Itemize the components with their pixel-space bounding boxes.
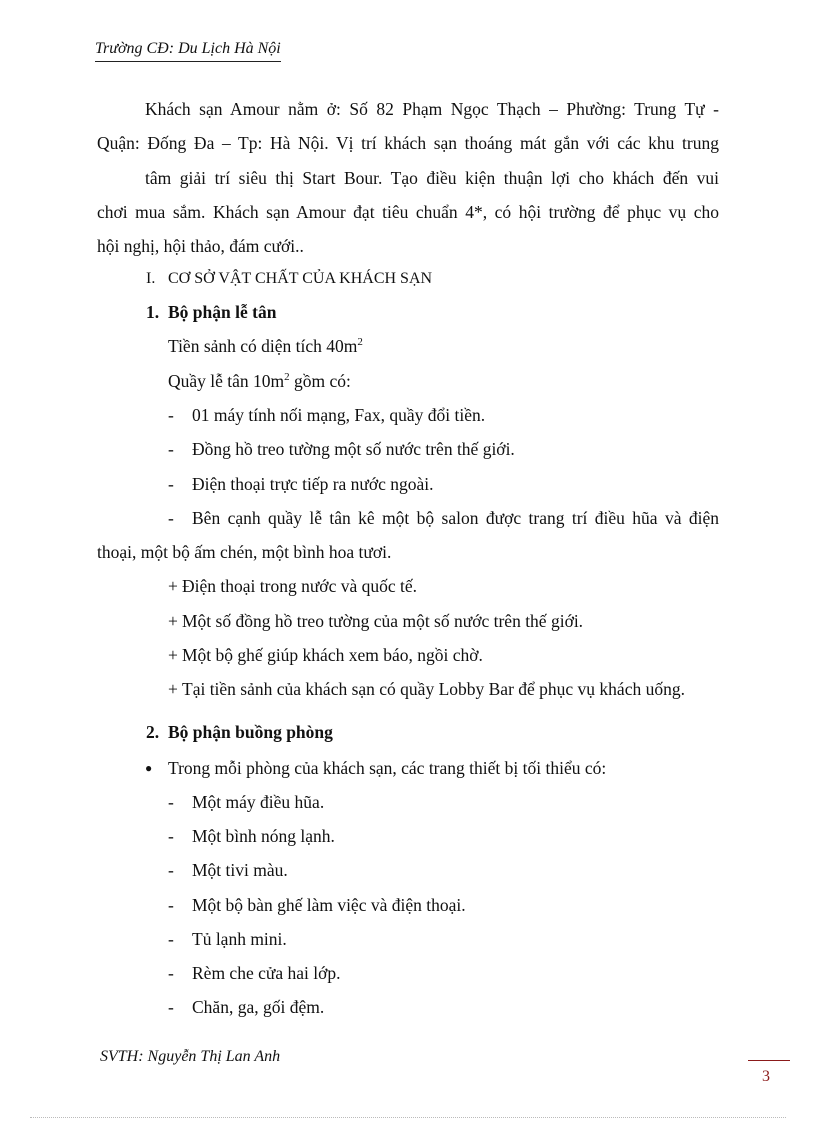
page-bottom-divider [30, 1117, 786, 1118]
intro-line: hội nghị, hội thảo, đám cưới.. [97, 236, 304, 256]
list-item: Trong mỗi phòng của khách sạn, các trang thiết bị tối thiểu có: [168, 758, 607, 778]
page-header: Trường CĐ: Du Lịch Hà Nội [95, 40, 281, 62]
lobby-area: Tiền sảnh có diện tích $40m^2$ [168, 336, 363, 356]
dash-icon: - [168, 474, 174, 494]
section-number: I. [146, 270, 156, 287]
intro-line: tâm giải trí siêu thị Start Bour. Tạo điều kiện thuận lợi cho khách đến vui [145, 168, 719, 188]
list-item: Một tivi màu. [192, 860, 288, 880]
dash-icon: - [168, 826, 174, 846]
dash-icon: - [168, 860, 174, 880]
list-item: Một bình nóng lạnh. [192, 826, 335, 846]
dash-icon: - [168, 895, 174, 915]
plus-icon: + [168, 576, 178, 596]
dash-icon: - [168, 963, 174, 983]
list-item: Một bộ bàn ghế làm việc và điện thoại. [192, 895, 466, 915]
bullet-icon: ● [145, 761, 153, 775]
plus-icon: + [168, 611, 178, 631]
list-item: Điện thoại trực tiếp ra nước ngoài. [192, 474, 434, 494]
part-number: 1. [146, 302, 160, 322]
part-title: Bộ phận lễ tân [168, 302, 277, 322]
dash-icon: - [168, 929, 174, 949]
page-number: 3 [762, 1068, 770, 1085]
list-item: Bên cạnh quầy lễ tân kê một bộ salon được trang trí điều hũa và điện [192, 508, 719, 528]
footer-author: SVTH: Nguyễn Thị Lan Anh [100, 1048, 281, 1065]
dash-icon: - [168, 405, 174, 425]
list-item: Điện thoại trong nước và quốc tế. [182, 576, 417, 596]
section-title: CƠ SỞ VẬT CHẤT CỦA KHÁCH SẠN [168, 270, 433, 287]
list-item: Chăn, ga, gối đệm. [192, 997, 325, 1017]
list-item: Tủ lạnh mini. [192, 929, 287, 949]
part-number: 2. [146, 722, 160, 742]
list-item: 01 máy tính nối mạng, Fax, quầy đổi tiền. [192, 405, 486, 425]
plus-icon: + [168, 679, 178, 699]
list-item-continued: thoại, một bộ ấm chén, một bình hoa tươi. [97, 542, 392, 562]
dash-icon: - [168, 439, 174, 459]
plus-icon: + [168, 645, 178, 665]
part-title: Bộ phận buồng phòng [168, 722, 333, 742]
list-item: Tại tiền sảnh của khách sạn có quầy Lobby Bar để phục vụ khách uống. [182, 679, 685, 699]
list-item: Rèm che cửa hai lớp. [192, 963, 341, 983]
intro-line: Khách sạn Amour nằm ở: Số 82 Phạm Ngọc Thạch – Phường: Trung Tự - [145, 99, 719, 119]
dash-icon: - [168, 997, 174, 1017]
dash-icon: - [168, 792, 174, 812]
intro-line: Quận: Đống Đa – Tp: Hà Nội. Vị trí khách sạn thoáng mát gắn với các khu trung [97, 133, 719, 153]
list-item: Một máy điều hũa. [192, 792, 325, 812]
list-item: Một bộ ghế giúp khách xem báo, ngồi chờ. [182, 645, 483, 665]
intro-line: chơi mua sắm. Khách sạn Amour đạt tiêu chuẩn 4*, có hội trường để phục vụ cho [97, 202, 719, 222]
list-item: Một số đồng hồ treo tường của một số nước trên thế giới. [182, 611, 584, 631]
list-item: Đồng hồ treo tường một số nước trên thế giới. [192, 439, 515, 459]
dash-icon: - [168, 508, 174, 528]
page-number-rule [748, 1060, 790, 1061]
desk-area: Quầy lễ tân $10m^2$ gồm có: [168, 371, 351, 391]
